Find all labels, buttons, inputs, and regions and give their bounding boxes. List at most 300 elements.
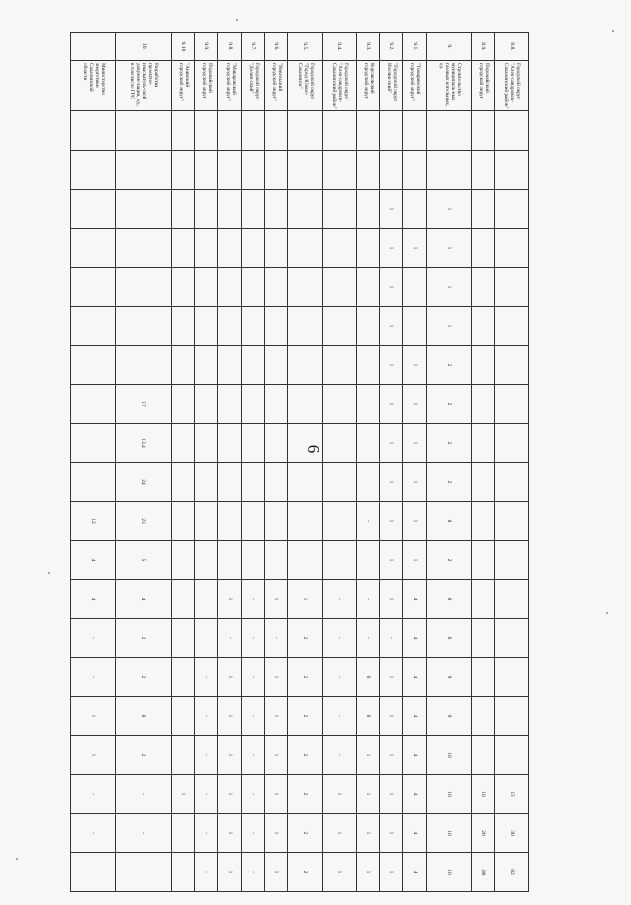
table-cell (471, 580, 494, 619)
table-cell: 1 (71, 736, 116, 775)
row-number (71, 33, 116, 61)
table-cell (494, 190, 528, 229)
table-cell (288, 424, 322, 463)
table-cell: 1 (265, 697, 288, 736)
table-cell: - (241, 658, 264, 697)
table-cell (471, 229, 494, 268)
table-row (218, 33, 241, 892)
table-cell (265, 268, 288, 307)
table-cell: - (241, 853, 264, 892)
table-cell: 1 (426, 307, 471, 346)
table-cell (218, 385, 241, 424)
table-cell (116, 111, 172, 151)
table-cell: - (195, 697, 218, 736)
table-cell (195, 307, 218, 346)
table-cell: 30 (494, 814, 528, 853)
table-cell: 1 (403, 346, 426, 385)
row-name: "Томаринский городской округ" (403, 61, 426, 111)
table-cell: 2 (426, 385, 471, 424)
row-number: 9.4. (322, 33, 356, 61)
table-cell: 8 (426, 580, 471, 619)
table-cell: - (356, 619, 379, 658)
table-cell (471, 463, 494, 502)
table-cell (265, 111, 288, 151)
table-cell: 10 (471, 775, 494, 814)
table-cell (171, 229, 194, 268)
table-cell (356, 111, 379, 151)
table-cell: 1 (171, 775, 194, 814)
table-cell (265, 346, 288, 385)
row-number: 8.9. (471, 33, 494, 61)
table-cell (241, 385, 264, 424)
row-number: 9.3. (356, 33, 379, 61)
table-cell: 1 (403, 229, 426, 268)
rotated-table-wrapper (70, 32, 529, 880)
table-cell: 1 (426, 229, 471, 268)
table-row (288, 33, 322, 892)
table-cell (265, 190, 288, 229)
row-number: 9.7. (241, 33, 264, 61)
table-cell: - (71, 619, 116, 658)
table-cell (241, 346, 264, 385)
table-cell (322, 385, 356, 424)
row-name: Городской округ "Долин-ский" (241, 61, 264, 111)
table-cell: 1 (379, 580, 402, 619)
scan-speck (236, 19, 238, 21)
table-cell: 4 (403, 853, 426, 892)
table-cell (195, 424, 218, 463)
table-cell: - (71, 814, 116, 853)
row-name: Городской округ "Алек-сандровск-Сахалинский район" (322, 61, 356, 111)
table-cell: - (241, 814, 264, 853)
table-cell (241, 541, 264, 580)
table-row (116, 33, 172, 892)
table-cell (171, 424, 194, 463)
table-cell (195, 268, 218, 307)
table-cell: - (195, 853, 218, 892)
table-cell: 1 (218, 814, 241, 853)
table-cell (171, 346, 194, 385)
row-name: Поронайский городской округ (471, 61, 494, 111)
table-cell: 1 (379, 385, 402, 424)
table-cell (116, 307, 172, 346)
table-cell (116, 853, 172, 892)
table-cell: 1 (356, 814, 379, 853)
table-cell (494, 151, 528, 190)
table-cell (71, 190, 116, 229)
table-cell: - (195, 658, 218, 697)
table-cell (265, 541, 288, 580)
table-cell: 1 (218, 658, 241, 697)
table-cell: - (116, 814, 172, 853)
table-cell (71, 268, 116, 307)
table-cell (265, 502, 288, 541)
table-cell (471, 658, 494, 697)
table-cell: 10 (426, 853, 471, 892)
table-cell (195, 346, 218, 385)
table-cell: 15 (494, 775, 528, 814)
table-cell (71, 346, 116, 385)
table-cell (471, 736, 494, 775)
table-cell: 82 (494, 853, 528, 892)
table-cell (171, 307, 194, 346)
table-cell (265, 463, 288, 502)
table-cell (171, 541, 194, 580)
table-row (241, 33, 264, 892)
table-cell (195, 385, 218, 424)
row-number: 9.9. (195, 33, 218, 61)
table-cell: 10 (426, 814, 471, 853)
table-cell (403, 268, 426, 307)
table-cell: 8 (426, 502, 471, 541)
table-cell: 1 (379, 229, 402, 268)
table-cell: - (71, 658, 116, 697)
table-cell (71, 229, 116, 268)
table-cell (288, 307, 322, 346)
table-row (356, 33, 379, 892)
table-cell (403, 151, 426, 190)
table-cell (241, 307, 264, 346)
table-cell (71, 111, 116, 151)
table-cell: 1 (379, 190, 402, 229)
table-cell: - (322, 697, 356, 736)
table-cell: 1 (265, 736, 288, 775)
table-cell: 1 (426, 190, 471, 229)
table-cell: 1 (379, 502, 402, 541)
table-cell (494, 697, 528, 736)
table-cell (471, 697, 494, 736)
table-cell: 1 (379, 775, 402, 814)
table-cell (471, 385, 494, 424)
table-cell (494, 307, 528, 346)
table-cell (116, 346, 172, 385)
table-cell (494, 580, 528, 619)
table-cell (195, 151, 218, 190)
table-cell: 1 (265, 814, 288, 853)
table-cell (71, 151, 116, 190)
table-cell: 4 (403, 697, 426, 736)
table-cell (218, 346, 241, 385)
table-cell: - (322, 658, 356, 697)
table-row (265, 33, 288, 892)
table-cell: 1 (403, 385, 426, 424)
table-cell: 6 (426, 619, 471, 658)
table-cell: - (379, 619, 402, 658)
table-cell (471, 190, 494, 229)
table-cell (171, 111, 194, 151)
row-number: 9. (426, 33, 471, 61)
table-cell (322, 151, 356, 190)
table-cell (71, 853, 116, 892)
table-cell (356, 424, 379, 463)
table-cell (403, 190, 426, 229)
table-cell: - (116, 775, 172, 814)
table-cell (356, 346, 379, 385)
table-cell (322, 268, 356, 307)
table-cell (171, 658, 194, 697)
row-name: "Невельский городской округ" (265, 61, 288, 111)
table-cell: 4 (403, 736, 426, 775)
table-cell: 4 (71, 580, 116, 619)
table-cell (288, 541, 322, 580)
table-cell (322, 541, 356, 580)
table-cell: 1 (218, 736, 241, 775)
table-cell: 4 (403, 619, 426, 658)
table-cell: 1 (322, 775, 356, 814)
table-cell: 1 (322, 814, 356, 853)
table-cell (426, 111, 471, 151)
table-row (403, 33, 426, 892)
table-cell: - (241, 736, 264, 775)
table-cell (494, 424, 528, 463)
row-name: Министерство энергетики Сахалинской области (71, 61, 116, 111)
table-cell: 13,4 (116, 424, 172, 463)
table-cell: 6 (116, 697, 172, 736)
table-cell (471, 619, 494, 658)
table-cell (218, 307, 241, 346)
table-cell (241, 229, 264, 268)
table-cell (71, 463, 116, 502)
table-cell (116, 190, 172, 229)
table-cell (356, 151, 379, 190)
scan-speck (612, 30, 614, 32)
table-cell: 9 (426, 697, 471, 736)
table-cell (265, 424, 288, 463)
table-cell: - (218, 619, 241, 658)
table-cell: 1 (426, 268, 471, 307)
table-cell (71, 424, 116, 463)
table-cell (494, 111, 528, 151)
table-cell: 2 (116, 736, 172, 775)
table-cell: 2 (426, 463, 471, 502)
table-cell: - (322, 736, 356, 775)
table-cell: 1 (356, 775, 379, 814)
table-cell: - (71, 775, 116, 814)
table-cell (494, 385, 528, 424)
table-cell: .80 (471, 853, 494, 892)
table-cell: 1 (403, 424, 426, 463)
table-cell: 1 (218, 853, 241, 892)
table-cell: 2 (288, 697, 322, 736)
table-cell (195, 463, 218, 502)
row-name: Городской округ "Город Южно-Сахалинск" (288, 61, 322, 111)
table-cell: - (195, 814, 218, 853)
row-name: Поронайский городской округ (195, 61, 218, 111)
table-cell: 10 (426, 736, 471, 775)
table-cell: 2 (288, 853, 322, 892)
table-cell (241, 268, 264, 307)
table-cell (356, 541, 379, 580)
row-name: Разработка проектно-изыскатель-ской докумен-тации, ед., в том числе ГРС (116, 61, 172, 111)
table-cell (218, 111, 241, 151)
table-cell (471, 541, 494, 580)
table-cell (116, 229, 172, 268)
table-cell (322, 190, 356, 229)
table-cell (218, 151, 241, 190)
table-cell (265, 151, 288, 190)
table-cell (403, 111, 426, 151)
table-cell (171, 385, 194, 424)
table-cell (218, 190, 241, 229)
table-cell: 17 (116, 385, 172, 424)
table-row (471, 33, 494, 892)
table-cell: 1 (379, 424, 402, 463)
row-name: "Городской округ Ноглик-ский" (379, 61, 402, 111)
table-cell: 4 (403, 814, 426, 853)
table-cell: - (322, 580, 356, 619)
table-cell: - (265, 619, 288, 658)
table-cell: 20 (471, 814, 494, 853)
table-cell: 1 (356, 853, 379, 892)
table-cell: 12 (71, 502, 116, 541)
table-row (195, 33, 218, 892)
page-number: 6 (304, 444, 323, 454)
table-cell: 2 (288, 658, 322, 697)
table-cell (288, 190, 322, 229)
table-cell (171, 736, 194, 775)
table-cell: 2 (288, 619, 322, 658)
table-cell (288, 502, 322, 541)
table-cell: - (241, 580, 264, 619)
table-cell (171, 619, 194, 658)
table-cell: 1 (218, 697, 241, 736)
table-cell: 2 (288, 736, 322, 775)
table-cell: - (241, 775, 264, 814)
table-cell (265, 385, 288, 424)
table-cell (494, 346, 528, 385)
table-cell (494, 463, 528, 502)
table-cell (71, 307, 116, 346)
table-cell (471, 111, 494, 151)
table-cell (218, 229, 241, 268)
table-cell: 1 (379, 814, 402, 853)
table-cell (195, 580, 218, 619)
table-cell: 2 (426, 541, 471, 580)
table-cell: 1 (71, 697, 116, 736)
table-cell: 10 (426, 775, 471, 814)
table-cell: 1 (265, 580, 288, 619)
table-cell (241, 190, 264, 229)
table-cell: 1 (379, 658, 402, 697)
table-cell (241, 111, 264, 151)
table-cell (322, 463, 356, 502)
table-cell: 1 (379, 268, 402, 307)
table-cell (71, 385, 116, 424)
table-cell: 4 (403, 775, 426, 814)
table-row (494, 33, 528, 892)
table-cell (171, 268, 194, 307)
row-number: 10. (116, 33, 172, 61)
table-cell (403, 307, 426, 346)
table-cell: 1 (379, 853, 402, 892)
table-cell: 9 (426, 658, 471, 697)
table-cell: 1 (403, 541, 426, 580)
table-cell (356, 307, 379, 346)
table-cell: 5 (116, 541, 172, 580)
table-cell: 23 (116, 502, 172, 541)
table-cell: 0 (356, 658, 379, 697)
table-cell: 1 (379, 307, 402, 346)
table-cell (171, 580, 194, 619)
table-cell (116, 268, 172, 307)
table-cell (116, 151, 172, 190)
table-cell (171, 814, 194, 853)
table-cell (356, 385, 379, 424)
table-cell (241, 502, 264, 541)
table-cell: 2 (426, 424, 471, 463)
table-cell: 2 (116, 619, 172, 658)
table-row (322, 33, 356, 892)
row-number: 9.2. (379, 33, 402, 61)
table-cell (494, 229, 528, 268)
row-number: 9.8. (218, 33, 241, 61)
table-cell: 1 (218, 580, 241, 619)
table-cell: - (241, 619, 264, 658)
table-cell: 1 (265, 775, 288, 814)
table-cell (288, 151, 322, 190)
row-number: 9.6. (265, 33, 288, 61)
table-cell (322, 346, 356, 385)
table-row (379, 33, 402, 892)
table-cell: 0 (356, 697, 379, 736)
table-cell (379, 151, 402, 190)
table-cell: 1 (265, 658, 288, 697)
table-cell (195, 541, 218, 580)
table-cell (322, 229, 356, 268)
table-cell (171, 463, 194, 502)
table-cell: 4 (403, 658, 426, 697)
row-name: Строительство муниципаль-ных газовых котельных, ед. (426, 61, 471, 111)
row-number: 9.1. (403, 33, 426, 61)
table-cell: 1 (379, 697, 402, 736)
table-cell: - (356, 580, 379, 619)
table-cell (356, 229, 379, 268)
table-cell (356, 463, 379, 502)
table-cell (195, 111, 218, 151)
table-row (71, 33, 116, 892)
table-cell (195, 190, 218, 229)
table-cell: - (322, 619, 356, 658)
table-cell: 2 (288, 814, 322, 853)
table-cell: 2 (116, 658, 172, 697)
scan-speck (48, 572, 50, 574)
table-cell (241, 463, 264, 502)
table-cell (265, 229, 288, 268)
table-cell: 1 (379, 541, 402, 580)
table-cell (171, 853, 194, 892)
table-cell (471, 268, 494, 307)
table-cell (356, 190, 379, 229)
table-cell (171, 697, 194, 736)
table-cell: 4 (71, 541, 116, 580)
table-cell: - (356, 502, 379, 541)
table-cell (471, 307, 494, 346)
table-body (71, 33, 529, 892)
table-cell: 1 (218, 775, 241, 814)
table-cell: - (195, 736, 218, 775)
row-name: Корсаковский городской округ (356, 61, 379, 111)
table-cell (288, 229, 322, 268)
table-cell (426, 151, 471, 190)
row-name: Городской округ "Алек-сандровск-Сахалинский район" (494, 61, 528, 111)
table-cell (218, 463, 241, 502)
table-cell (356, 268, 379, 307)
table-cell (288, 385, 322, 424)
table-cell (288, 111, 322, 151)
table-cell (265, 307, 288, 346)
data-table (70, 32, 529, 892)
table-cell: 1 (288, 580, 322, 619)
